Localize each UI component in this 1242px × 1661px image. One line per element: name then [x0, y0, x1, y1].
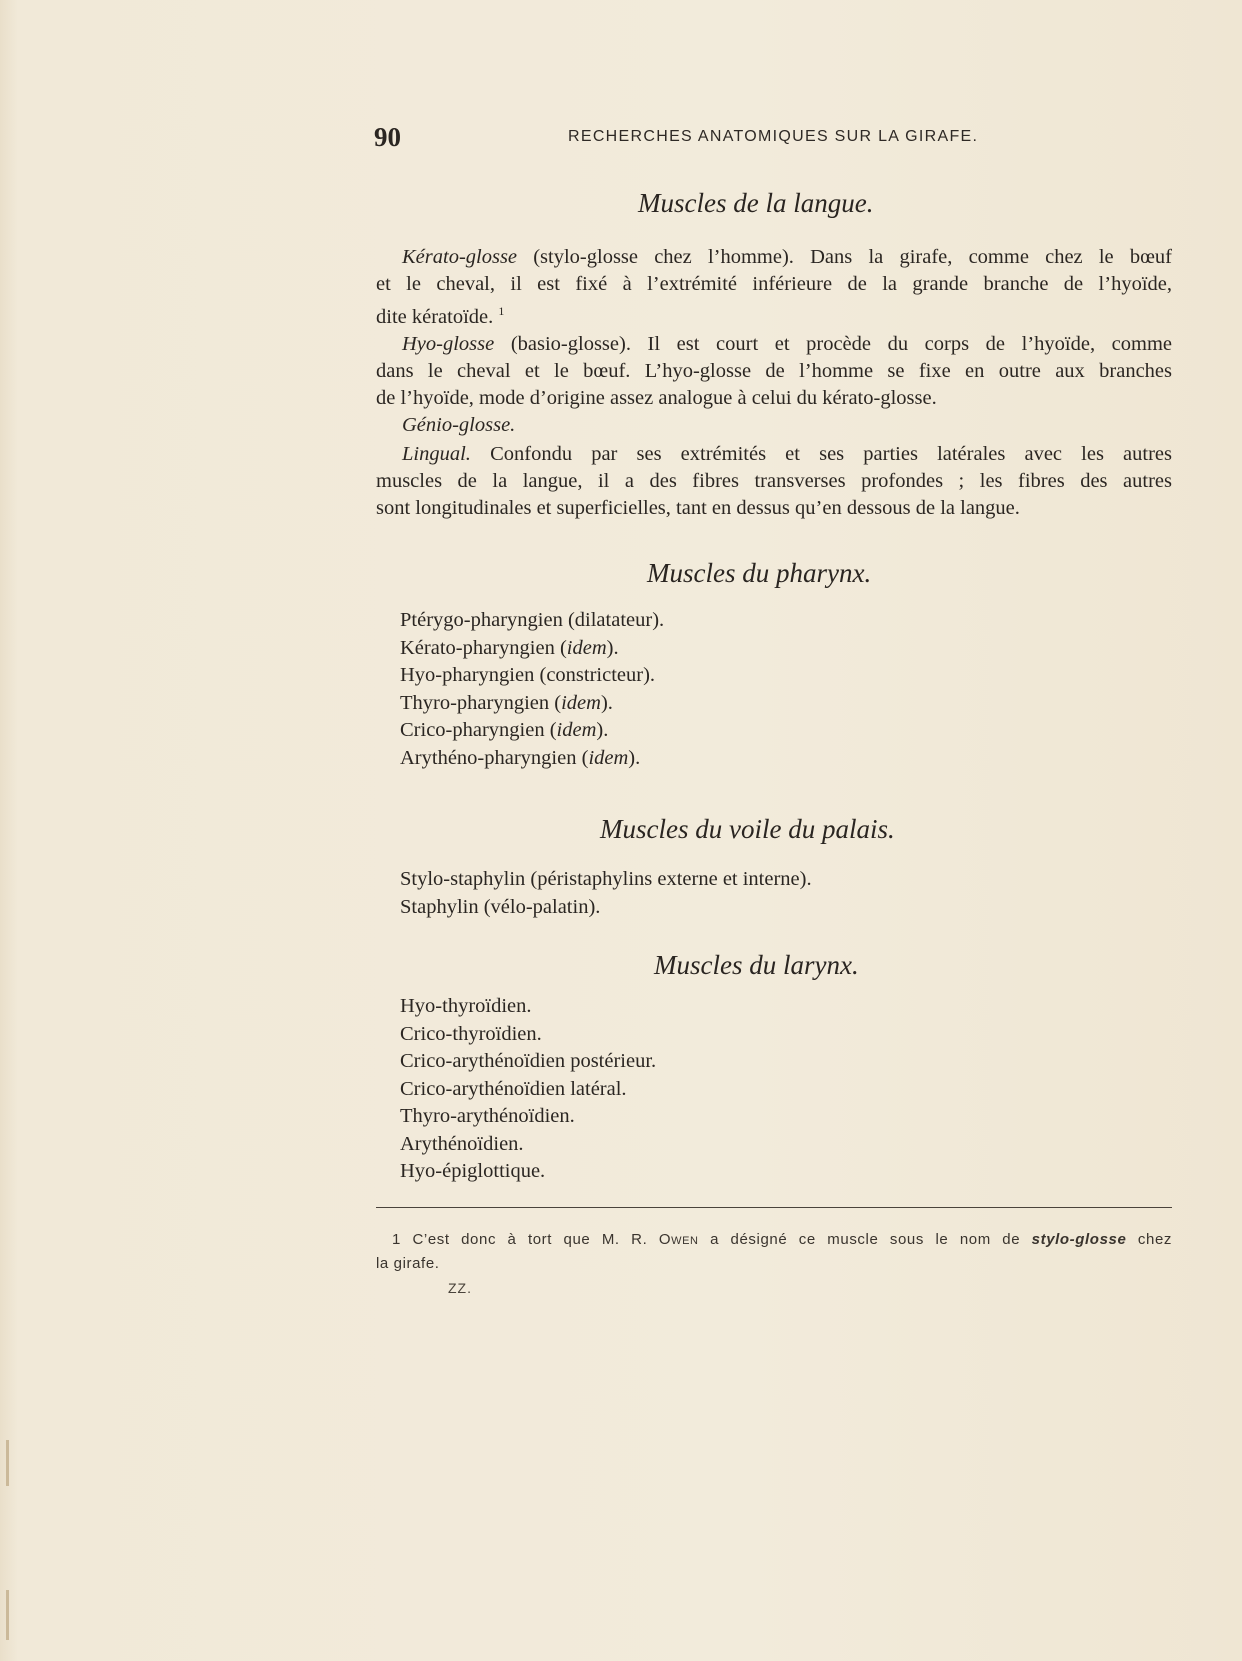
- section-title-langue: Muscles de la langue.: [638, 188, 874, 218]
- muscle-name: Arythéno-pharyngien: [400, 746, 577, 769]
- running-title: RECHERCHES ANATOMIQUES SUR LA GIRAFE.: [568, 128, 979, 145]
- paragraph-genio-glosse: [376, 412, 1172, 439]
- section-title-pharynx: Muscles du pharynx.: [647, 558, 872, 588]
- footnote-line: [376, 1228, 1172, 1252]
- list-item: Staphylin (vélo-palatin).: [400, 895, 601, 918]
- muscle-name: Thyro-pharyngien: [400, 691, 550, 714]
- footnote-signature: ZZ.: [448, 1280, 472, 1296]
- muscle-note: idem: [561, 691, 601, 714]
- text-line: [376, 441, 1172, 468]
- muscle-note: constricteur: [546, 664, 644, 686]
- list-item: Thyro-pharyngien (idem).: [400, 691, 613, 714]
- text-span: chez: [1137, 1231, 1172, 1248]
- muscle-note: dilatateur: [574, 609, 653, 631]
- list-item: Hyo-épiglottique.: [400, 1160, 546, 1182]
- scan-edge-mark: [6, 1440, 9, 1486]
- footnote-ref: 1: [498, 304, 505, 318]
- text-line: dans le cheval et le bœuf. L’hyo-glosse de l’homme se fixe en outre aux branches: [376, 360, 1172, 382]
- list-item: Stylo-staphylin (péristaphylins externe et interne).: [400, 868, 812, 890]
- text-line: [376, 244, 1172, 271]
- term: Lingual.: [402, 443, 471, 465]
- text-line: muscles de la langue, il a des fibres transverses profondes ; les fibres des autres: [376, 470, 1172, 492]
- list-item: Arythéno-pharyngien (idem).: [400, 746, 641, 769]
- paragraph-lingual: [376, 441, 1172, 522]
- text-span: C’est donc à tort que M. R.: [412, 1231, 648, 1248]
- list-item: Kérato-pharyngien (idem).: [400, 636, 619, 659]
- footnote: [376, 1228, 1172, 1276]
- footnote-rule: [376, 1207, 1172, 1208]
- muscle-note: idem: [556, 719, 597, 741]
- text-span: (basio-glosse). Il est court et procède du corps de l’hyoïde, comme: [510, 333, 1172, 355]
- term: stylo-glosse: [1031, 1231, 1127, 1248]
- palais-list: [400, 866, 812, 921]
- author-name: Owen: [658, 1231, 699, 1248]
- section-title-larynx: Muscles du larynx.: [654, 950, 859, 980]
- scan-edge-mark: [6, 1590, 9, 1640]
- text-span: a désigné ce muscle sous le nom de: [710, 1231, 1021, 1248]
- muscle-name: Hyo-pharyngien: [400, 664, 535, 686]
- muscle-name: Ptérygo-pharyngien: [400, 609, 563, 631]
- list-item: Crico-arythénoïdien postérieur.: [400, 1050, 657, 1072]
- footnote-line: la girafe.: [376, 1255, 440, 1272]
- paragraph-kerato-glosse: [376, 244, 1172, 331]
- text-line: [376, 412, 1172, 439]
- footnote-number: 1: [392, 1231, 401, 1248]
- pharynx-list: [400, 607, 664, 772]
- list-item: Arythénoïdien.: [400, 1132, 524, 1155]
- text-line: [376, 298, 1172, 331]
- text-span: dite kératoïde.: [376, 305, 494, 328]
- text-line: sont longitudinales et superficielles, tant en dessus qu’en dessous de la langue.: [376, 497, 1020, 519]
- term: Génio-glosse.: [402, 414, 516, 436]
- list-item: Crico-thyroïdien.: [400, 1022, 542, 1045]
- list-item: Hyo-pharyngien (constricteur).: [400, 664, 656, 686]
- larynx-list: [400, 993, 656, 1186]
- list-item: Crico-pharyngien (idem).: [400, 719, 609, 741]
- list-item: Hyo-thyroïdien.: [400, 995, 532, 1017]
- text-span: (stylo-glosse chez l’homme). Dans la girafe, comme chez le bœuf: [533, 246, 1172, 268]
- muscle-name: Crico-pharyngien: [400, 719, 545, 741]
- list-item: Ptérygo-pharyngien (dilatateur).: [400, 609, 665, 631]
- list-item: Thyro-arythénoïdien.: [400, 1105, 575, 1127]
- text-line: et le cheval, il est fixé à l’extrémité inférieure de la grande branche de l’hyoïde,: [376, 273, 1172, 295]
- paragraph-hyo-glosse: [376, 331, 1172, 412]
- term: Kérato-glosse: [402, 246, 518, 268]
- running-head: [374, 122, 984, 152]
- page-number: 90: [374, 122, 401, 152]
- term: Hyo-glosse: [402, 333, 495, 355]
- list-item: Crico-arythénoïdien latéral.: [400, 1077, 627, 1100]
- text-line: [376, 331, 1172, 358]
- text-line: de l’hyoïde, mode d’origine assez analogue à celui du kérato-glosse.: [376, 387, 937, 409]
- section-title-palais: Muscles du voile du palais.: [600, 814, 895, 844]
- muscle-note: idem: [588, 746, 629, 769]
- muscle-note: idem: [566, 636, 607, 659]
- text-span: Confondu par ses extrémités et ses parties latérales avec les autres: [490, 443, 1172, 465]
- muscle-name: Kérato-pharyngien: [400, 636, 555, 659]
